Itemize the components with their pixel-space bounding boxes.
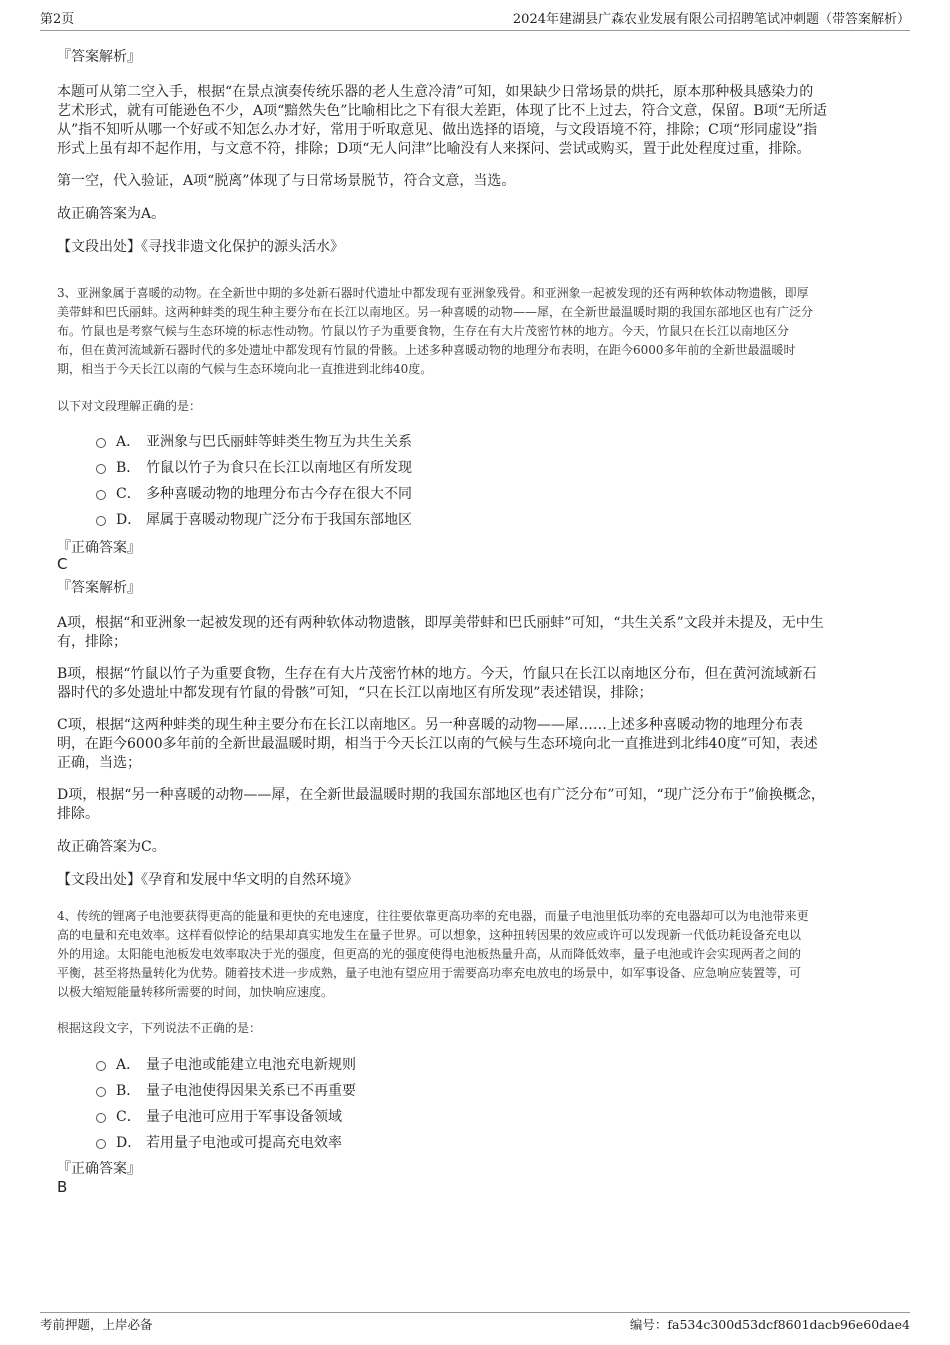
page-footer (40, 1312, 910, 1335)
analysis-line: 从”指不知听从哪一个好或不知怎么办才好，常用于听取意见、做出选择的语境，与文段语境不符，排除；C项“形同虚设”指 (57, 122, 818, 138)
correct-answer-label: 『正确答案』 (57, 540, 141, 556)
option-c[interactable]: C． 多种喜暖动物的地理分布古今存在很大不同 (96, 483, 412, 503)
analysis-line: 形式上虽有却不起作用，与文意不符，排除；D项“无人问津”比喻没有人来探问、尝试或购买，置于此处程度过重，排除。 (57, 141, 811, 157)
analysis-line: 器时代的多处遗址中都发现有竹鼠的骨骸”可知，“只在长江以南地区有所发现”表述错误，排除； (57, 685, 653, 701)
radio-icon[interactable] (96, 1087, 106, 1097)
correct-answer-label: 『正确答案』 (57, 1161, 141, 1177)
option-b[interactable]: B． 量子电池使得因果关系已不再重要 (96, 1080, 356, 1100)
radio-icon[interactable] (96, 1139, 106, 1149)
option-a[interactable]: A． 亚洲象与巴氏丽蚌等蚌类生物互为共生关系 (96, 431, 412, 451)
analysis-line: A项，根据“和亚洲象一起被发现的还有两种软体动物遗骸，即厚美带蚌和巴氏丽蚌”可知，“共生关系”文段并未提及，无中生 (57, 615, 824, 631)
page-number: 第2页 (40, 12, 75, 27)
question-prompt: 以下对文段理解正确的是： (57, 399, 202, 413)
question-stem-line: 以极大缩短能量转移所需要的时间，加快响应速度。 (57, 985, 334, 999)
radio-icon[interactable] (96, 1113, 106, 1123)
analysis-line: D项，根据“另一种喜暖的动物——犀，在全新世最温暖时期的我国东部地区也有广泛分布”可知，“现广泛分布于”偷换概念， (57, 787, 825, 803)
footer-slogan: 考前押题，上岸必备 (40, 1317, 153, 1332)
question-stem-line: 期，相当于今天长江以南的气候与生态环境向北一直推进到北纬40度。 (57, 362, 433, 376)
option-b[interactable]: B． 竹鼠以竹子为食只在长江以南地区有所发现 (96, 457, 412, 477)
analysis-line: C项，根据“这两种蚌类的现生种主要分布在长江以南地区。另一种喜暖的动物——犀……上述多种喜暖动物的地理分布表 (57, 717, 803, 733)
question-stem-line: 高的电量和充电效率。这样看似悖论的结果却真实地发生在量子世界。可以想象，这种扭转因果的效应或许可以发现新一代低功耗设备充电以 (57, 928, 802, 942)
correct-answer: C (57, 555, 68, 573)
question-stem-line: 布。竹鼠也是考察气候与生态环境的标志性动物。竹鼠以竹子为重要食物，生存在有大片茂密竹林的地方。今天，竹鼠只在长江以南地区分 (57, 324, 790, 338)
question-stem-line: 平衡，甚至将热量转化为优势。随着技术进一步成熟，量子电池有望应用于需要高功率充电放电的场景中，如军事设备、应急响应装置等，可 (57, 966, 802, 980)
option-d[interactable]: D． 若用量子电池或可提高充电效率 (96, 1132, 342, 1152)
option-a[interactable]: A． 量子电池或能建立电池充电新规则 (96, 1054, 356, 1074)
radio-icon[interactable] (96, 1061, 106, 1071)
option-d[interactable]: D． 犀属于喜暖动物现广泛分布于我国东部地区 (96, 509, 412, 529)
analysis-line: 艺术形式，就有可能逊色不少，A项“黯然失色”比喻相比之下有很大差距，体现了比不上过去，符合文意，保留。B项“无所适 (57, 103, 827, 119)
question-stem-line: 3、亚洲象属于喜暖的动物。在全新世中期的多处新石器时代遗址中都发现有亚洲象残骨。和亚洲象一起被发现的还有两种软体动物遗骸，即厚 (57, 286, 809, 300)
radio-icon[interactable] (96, 490, 106, 500)
analysis-label: 『答案解析』 (57, 580, 141, 596)
radio-icon[interactable] (96, 516, 106, 526)
source-citation: 【文段出处】《寻找非遗文化保护的源头活水》 (57, 239, 344, 255)
analysis-line: 明，在距今6000多年前的全新世最温暖时期，相当于今天长江以南的气候与生态环境向北一直推进到北纬40度”可知，表述 (57, 736, 818, 752)
conclusion: 故正确答案为A。 (57, 206, 166, 222)
question-stem-line: 美带蚌和巴氏丽蚌。这两种蚌类的现生种主要分布在长江以南地区。另一种喜暖的动物——犀，在全新世最温暖时期的我国东部地区也有广泛分 (57, 305, 814, 319)
conclusion: 故正确答案为C。 (57, 839, 166, 855)
radio-icon[interactable] (96, 464, 106, 474)
radio-icon[interactable] (96, 438, 106, 448)
analysis-line: 本题可从第二空入手，根据“在景点演奏传统乐器的老人生意冷清”可知，如果缺少日常场景的烘托，原本那种极具感染力的 (57, 84, 814, 100)
option-c[interactable]: C． 量子电池可应用于军事设备领域 (96, 1106, 342, 1126)
question-stem-line: 4、传统的锂离子电池要获得更高的能量和更快的充电速度，往往要依靠更高功率的充电器，而量子电池里低功率的充电器却可以为电池带来更 (57, 909, 809, 923)
analysis-line: 有，排除； (57, 634, 127, 650)
correct-answer: B (57, 1178, 68, 1196)
document-title: 2024年建湖县广森农业发展有限公司招聘笔试冲刺题（带答案解析） (512, 12, 910, 27)
question-stem-line: 布，但在黄河流域新石器时代的多处遗址中都发现有竹鼠的骨骸。上述多种喜暖动物的地理分布表明，在距今6000多年前的全新世最温暖时 (57, 343, 796, 357)
analysis-line: 正确，当选； (57, 755, 141, 771)
page-header (40, 8, 910, 31)
source-citation: 【文段出处】《孕育和发展中华文明的自然环境》 (57, 872, 358, 888)
analysis-label: 『答案解析』 (57, 49, 141, 65)
document-id: 编号：fa534c300d53dcf8601dacb96e60dae4 (629, 1317, 910, 1332)
analysis-line: B项，根据“竹鼠以竹子为重要食物，生存在有大片茂密竹林的地方。今天，竹鼠只在长江以南地区分布，但在黄河流域新石 (57, 666, 817, 682)
analysis-line: 排除。 (57, 806, 99, 822)
question-stem-line: 外的用途。太阳能电池板发电效率取决于光的强度，但更高的光的强度使得电池板热量升高，从而降低效率，量子电池或许会实现两者之间的 (57, 947, 802, 961)
analysis-line: 第一空，代入验证，A项“脱离”体现了与日常场景脱节，符合文意，当选。 (57, 173, 516, 189)
question-prompt: 根据这段文字，下列说法不正确的是： (57, 1021, 262, 1035)
